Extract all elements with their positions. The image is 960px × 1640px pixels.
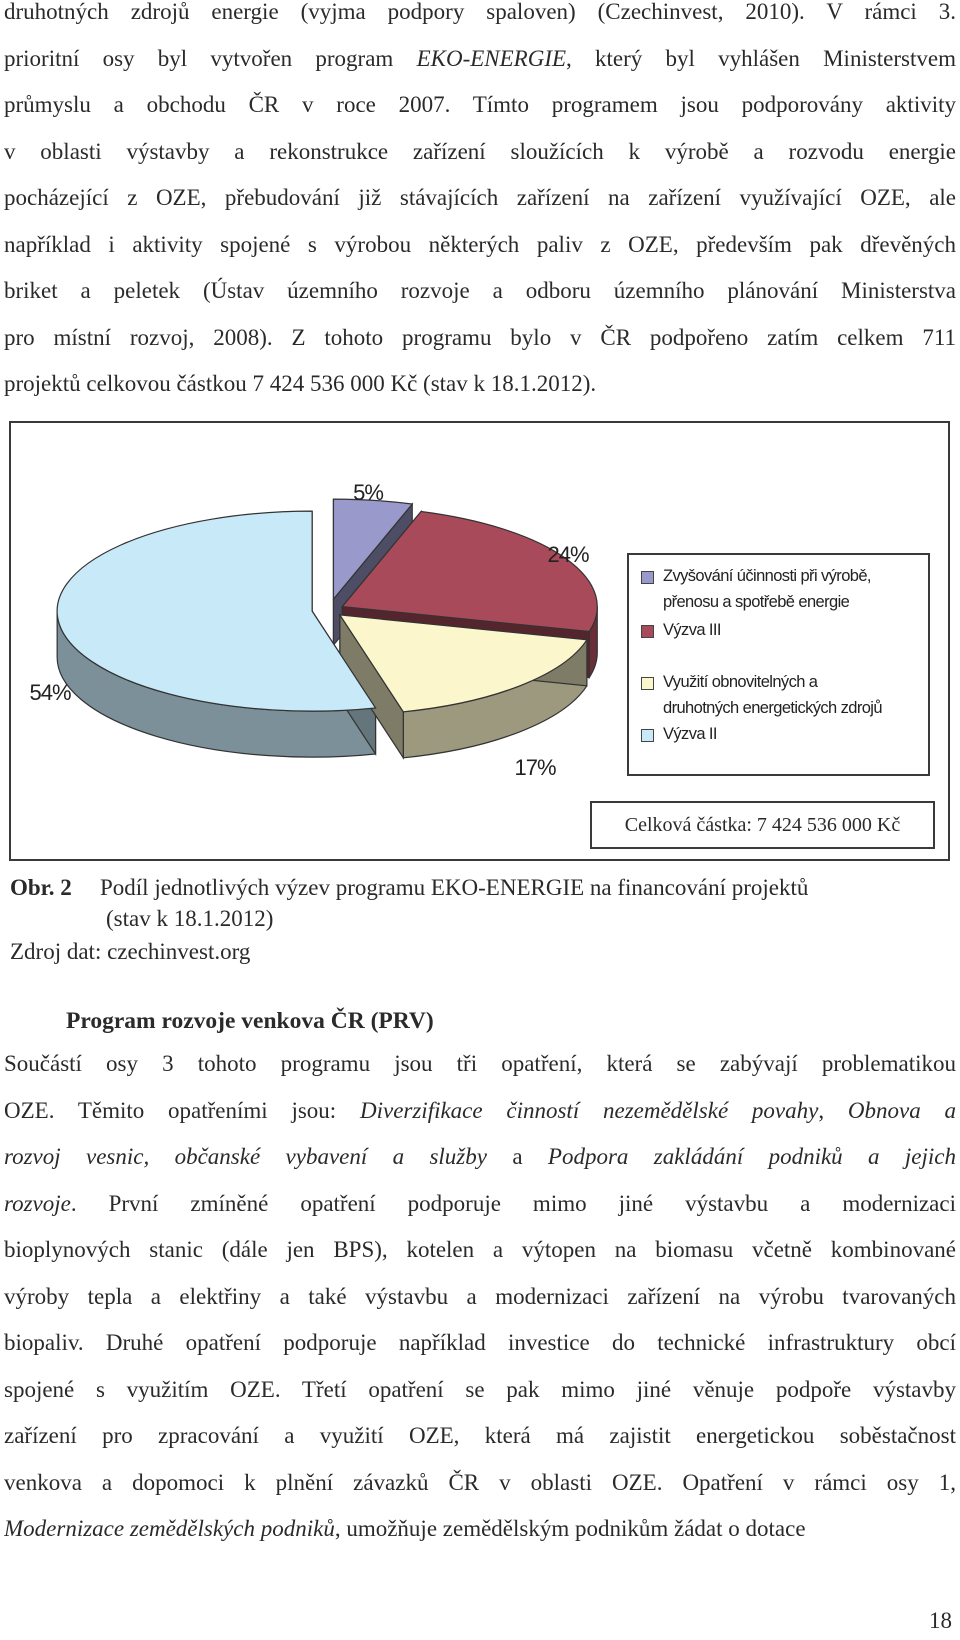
caption-label: Obr. 2 — [10, 875, 72, 900]
caption-text-line2: (stav k 18.1.2012) — [106, 906, 274, 931]
text-run: pro místní rozvoj, 2008). Z tohoto programu bylo v ČR podpořeno zatím celkem 711 — [4, 324, 956, 350]
pie-data-label: 17% — [514, 755, 556, 780]
caption-source: Zdroj dat: czechinvest.org — [10, 939, 251, 964]
text-run: OZE. Těmito opatřeními jsou: — [4, 1097, 360, 1123]
legend-label-line: druhotných energetických zdrojů — [663, 699, 882, 717]
body_paragraph-line — [4, 1227, 956, 1274]
legend-label-line: Zvyšování účinnosti při výrobě, — [663, 567, 871, 585]
body_paragraph-line — [4, 1320, 956, 1367]
legend-swatch — [641, 729, 654, 742]
legend-label-line: přenosu a spotřebě energie — [663, 593, 850, 611]
pie-data-label: 5% — [353, 480, 383, 505]
body_paragraph-line — [4, 1506, 956, 1553]
text-run: , — [818, 1097, 848, 1123]
legend-label — [663, 669, 926, 721]
pie-data-label: 54% — [29, 680, 71, 705]
text-run: v oblasti výstavby a rekonstrukce zařízení sloužících k výrobě a rozvodu energie — [4, 138, 956, 164]
body_paragraph-line — [4, 1413, 956, 1460]
text-run: pocházející z OZE, přebudování již stávajících zařízení na zařízení využívající OZE, ale — [4, 185, 956, 210]
text-run: Součástí osy 3 tohoto programu jsou tři opatření, která se zabývají problematikou — [4, 1051, 956, 1076]
text-run: projektů celkovou částkou 7 424 536 000 Kč (stav k 18.1.2012). — [4, 371, 597, 396]
body_paragraph-line — [4, 1460, 956, 1507]
text-run: Diverzifikace činností nezemědělské povahy — [359, 1097, 819, 1123]
legend-label-line: Výzva II — [663, 725, 717, 743]
text-run: bioplynových stanic (dále jen BPS), kotelen a výtopen na biomasu včetně kombinované — [4, 1237, 956, 1262]
page-number: 18 — [929, 1608, 952, 1633]
legend-label — [663, 617, 926, 643]
total-amount-box: Celková částka: 7 424 536 000 Kč — [590, 801, 935, 849]
body_paragraph-line — [4, 1088, 956, 1135]
text-run: . První zmíněné opatření podporuje mimo jiné výstavbu a modernizaci — [70, 1190, 956, 1216]
chart-legend — [627, 553, 930, 776]
text-run: a — [486, 1144, 548, 1169]
text-run: například i aktivity spojené s výrobou některých paliv z OZE, především pak dřevěných — [4, 231, 956, 257]
text-run: druhotných zdrojů energie (vyjma podpory spaloven) (Czechinvest, 2010). V rámci 3. — [4, 0, 956, 24]
figure-caption — [10, 872, 809, 931]
legend-label — [663, 721, 926, 747]
text-run: venkova a dopomoci k plnění závazků ČR v oblasti OZE. Opatření v rámci osy 1, — [4, 1469, 956, 1495]
text-run: , umožňuje zemědělským podnikům žádat o dotace — [334, 1516, 806, 1541]
body_paragraph-line — [4, 1274, 956, 1321]
text-run: Modernizace zemědělských podniků — [4, 1516, 335, 1541]
legend-swatch — [641, 571, 654, 584]
text-run: zařízení pro zpracování a využití OZE, která má zajistit energetickou soběstačnost — [4, 1423, 956, 1448]
text-run: Podpora zakládání podniků a jejich — [547, 1144, 956, 1169]
section-heading: Program rozvoje venkova ČR (PRV) — [66, 1008, 434, 1034]
body_paragraph-line — [4, 1134, 956, 1181]
text-run: Obnova a — [847, 1097, 956, 1123]
text-run: , který byl vyhlášen Ministerstvem — [566, 45, 956, 71]
body-paragraph — [4, 1041, 956, 1553]
body_paragraph-line — [4, 1181, 956, 1228]
pie-data-label: 24% — [547, 542, 589, 567]
legend-label — [663, 563, 926, 615]
text-run: průmyslu a obchodu ČR v roce 2007. Tímto programem jsou podporovány aktivity — [4, 92, 956, 117]
text-run: spojené s využitím OZE. Třetí opatření se pak mimo jiné věnuje podpoře výstavby — [4, 1376, 956, 1402]
legend-label-line: Výzva III — [663, 621, 721, 639]
text-run: briket a peletek (Ústav územního rozvoje a odboru územního plánování Ministerstva — [4, 278, 956, 303]
text-run: rozvoj vesnic, občanské vybavení a služby — [4, 1144, 487, 1169]
body_paragraph-line — [4, 1041, 956, 1088]
body_paragraph-line — [4, 1367, 956, 1414]
text-run: EKO-ENERGIE — [416, 45, 567, 71]
caption-text: Podíl jednotlivých výzev programu EKO-ENERGIE na financování projektů — [100, 875, 809, 900]
text-run: biopaliv. Druhé opatření podporuje například investice do technické infrastruktury obcí — [4, 1330, 956, 1355]
legend-swatch — [641, 677, 654, 690]
legend-swatch — [641, 625, 654, 638]
text-run: rozvoje — [4, 1190, 71, 1216]
legend-label-line: Využití obnovitelných a — [663, 673, 818, 691]
text-run: prioritní osy byl vytvořen program — [4, 45, 417, 71]
text-run: výroby tepla a elektřiny a také výstavbu a modernizaci zařízení na výrobu tvarovaných — [4, 1283, 956, 1309]
